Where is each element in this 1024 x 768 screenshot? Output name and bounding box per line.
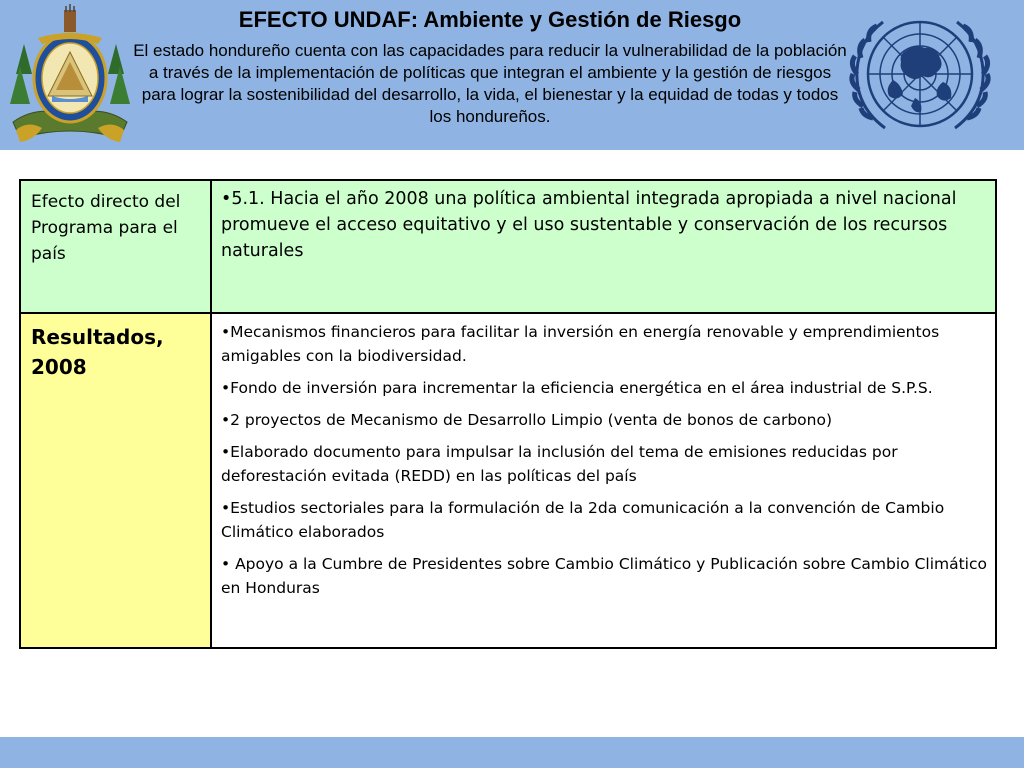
- program-effect-table: [19, 179, 997, 649]
- footer-band: [0, 737, 1024, 768]
- slide-subtitle: El estado hondureño cuenta con las capacidades para reducir la vulnerabilidad de la población a través de la implementación de políticas que integran el ambiente y la gestión de riesgos para lograr la sostenibilidad del desarrollo, la vida, el bienestar y la equidad de todas y todos los hondureños.: [133, 41, 847, 126]
- list-item: •Elaborado documento para impulsar la inclusión del tema de emisiones reducidas por deforestación evitada (REDD) en las políticas del país: [221, 443, 898, 485]
- honduras-coat-of-arms-logo: [8, 4, 132, 146]
- slide-title: EFECTO UNDAF: Ambiente y Gestión de Riesgo: [238, 7, 742, 32]
- results-label: Resultados, 2008: [31, 325, 164, 379]
- effect-label-cell: [21, 181, 212, 312]
- united-nations-emblem-logo: [845, 10, 995, 142]
- header-band: [0, 0, 1024, 150]
- list-item: • Apoyo a la Cumbre de Presidentes sobre Cambio Climático y Publicación sobre Cambio Climático en Honduras: [221, 555, 987, 597]
- list-item: •Estudios sectoriales para la formulación de la 2da comunicación a la convención de Cambio Climático elaborados: [221, 499, 945, 541]
- list-item: •Fondo de inversión para incrementar la eficiencia energética en el área industrial de S.P.S.: [221, 379, 933, 397]
- table-row-effect: [21, 181, 995, 314]
- effect-text: •5.1. Hacia el año 2008 una política ambiental integrada apropiada a nivel nacional promueve el acceso equitativo y el uso sustentable y conservación de los recursos naturales: [221, 189, 957, 261]
- results-content-cell: [212, 314, 995, 647]
- results-list: [221, 320, 989, 608]
- results-label-cell: [21, 314, 212, 647]
- effect-label: Efecto directo del Programa para el país: [31, 192, 181, 264]
- effect-content-cell: [212, 181, 995, 312]
- list-item: •Mecanismos financieros para facilitar la inversión en energía renovable y emprendimientos amigables con la biodiversidad.: [221, 323, 940, 365]
- table-row-results: [21, 314, 995, 647]
- list-item: •2 proyectos de Mecanismo de Desarrollo Limpio (venta de bonos de carbono): [221, 411, 832, 429]
